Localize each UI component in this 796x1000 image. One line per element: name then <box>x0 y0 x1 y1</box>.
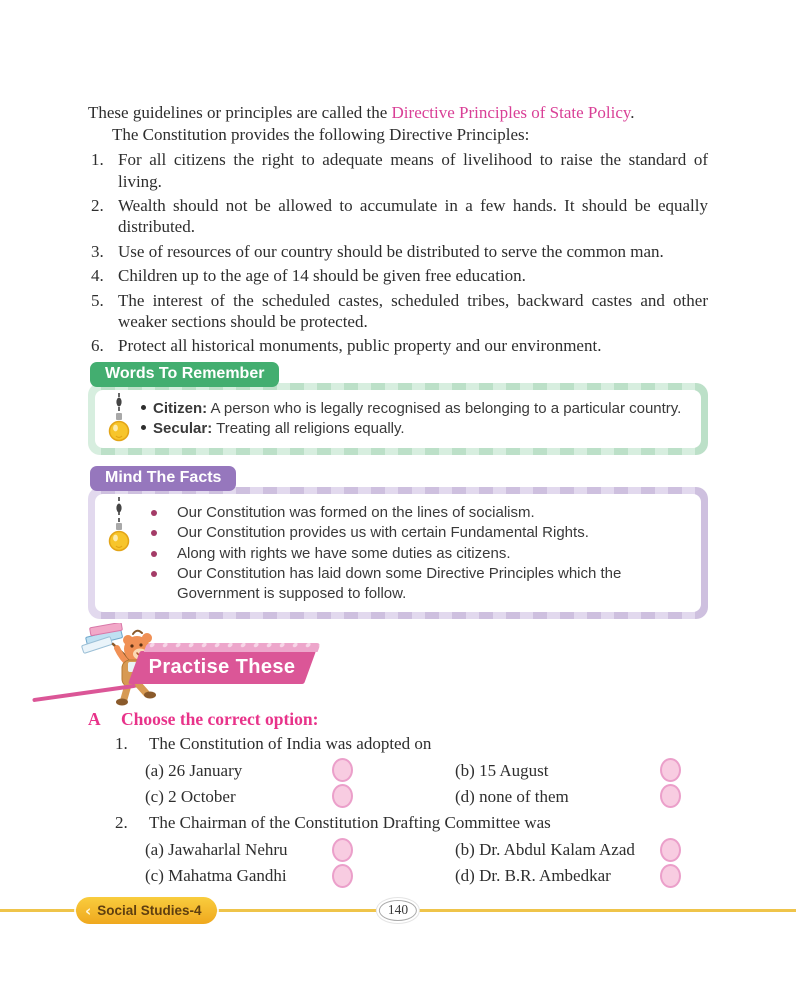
lightbulb-icon <box>108 393 130 451</box>
word-definition <box>141 419 689 439</box>
option-label: (b) Dr. Abdul Kalam Azad <box>455 840 635 860</box>
practise-these-banner <box>128 651 316 684</box>
facts-box-border <box>88 487 708 620</box>
spacer <box>359 770 455 771</box>
answer-bubble[interactable] <box>660 838 681 862</box>
answer-bubble[interactable] <box>332 784 353 808</box>
answer-bubble[interactable] <box>332 864 353 888</box>
item-number: 4. <box>91 266 104 286</box>
item-text: Children up to the age of 14 should be given free education. <box>118 266 526 286</box>
page-number-badge: 140 <box>379 900 417 921</box>
list-item <box>88 335 708 356</box>
book-title-button[interactable] <box>76 897 217 924</box>
option-label: (c) Mahatma Gandhi <box>145 866 287 886</box>
question-text-row <box>115 812 708 834</box>
question-text-row <box>115 733 708 755</box>
question-number: 1. <box>115 734 128 754</box>
intro-line2: The Constitution provides the following Directive Principles: <box>112 125 530 145</box>
item-text: Protect all historical monuments, public property and our environment. <box>118 336 602 356</box>
item-number: 3. <box>91 241 104 261</box>
fact-text: Our Constitution has laid down some Directive Principles which the Government is supposed to follow. <box>177 565 622 602</box>
question-number: 2. <box>115 813 128 833</box>
section-heading <box>88 709 708 730</box>
section-letter: A <box>88 709 101 730</box>
answer-bubble[interactable] <box>332 838 353 862</box>
option-label: (c) 2 October <box>145 786 236 806</box>
list-item <box>88 149 708 192</box>
book-title-label: Social Studies-4 <box>97 903 202 918</box>
fact-text: Along with rights we have some duties as citizens. <box>177 544 511 562</box>
bullet-dot <box>151 551 157 557</box>
words-to-remember-section <box>88 362 708 455</box>
fact-text: Our Constitution was formed on the lines of socialism. <box>177 503 535 521</box>
spacer <box>359 796 455 797</box>
page-content <box>88 102 708 891</box>
word-meaning: A person who is legally recognised as belonging to a particular country. <box>210 399 682 417</box>
answer-bubble[interactable] <box>660 864 681 888</box>
words-box-border <box>88 383 708 455</box>
item-number: 5. <box>91 290 104 310</box>
mind-the-facts-section <box>88 466 708 620</box>
fact-text: Our Constitution provides us with certain Fundamental Rights. <box>177 524 589 542</box>
item-text: For all citizens the right to adequate means of livelihood to raise the standard of living. <box>118 150 708 191</box>
word-meaning: Treating all religions equally. <box>216 420 405 438</box>
fact-item <box>141 503 689 523</box>
question-2 <box>88 812 708 888</box>
item-text: Wealth should not be allowed to accumulate in a few hands. It should be equally distributed. <box>118 196 708 237</box>
spacer <box>359 849 455 850</box>
bullet-dot <box>151 510 157 516</box>
fact-item <box>141 564 689 603</box>
practise-banner-block <box>88 621 708 707</box>
fact-item <box>141 523 689 543</box>
principles-list <box>88 149 708 357</box>
item-number: 2. <box>91 196 104 215</box>
section-title: Choose the correct option: <box>121 709 319 730</box>
list-item <box>88 290 708 333</box>
question-text: The Constitution of India was adopted on <box>149 734 432 754</box>
fact-item <box>141 544 689 564</box>
item-text: Use of resources of our country should be distributed to serve the common man. <box>118 241 664 261</box>
list-item <box>88 195 708 238</box>
intro-text: These guidelines or principles are called the <box>88 103 392 122</box>
option-label: (d) Dr. B.R. Ambedkar <box>455 866 611 886</box>
spacer <box>359 875 455 876</box>
word-term: Secular: <box>153 420 213 438</box>
question-text: The Chairman of the Constitution Drafting Committee was <box>149 813 551 833</box>
item-text: The interest of the scheduled castes, scheduled tribes, backward castes and other weaker sections should be protected. <box>118 290 708 332</box>
option-label: (d) none of them <box>455 786 569 806</box>
bullet-dot <box>141 405 146 410</box>
word-term: Citizen: <box>153 399 208 417</box>
item-number: 6. <box>91 336 104 356</box>
answer-bubble[interactable] <box>332 758 353 782</box>
intro-highlight: Directive Principles of State Policy <box>391 103 631 122</box>
list-item <box>88 241 708 262</box>
bullet-dot <box>151 530 157 536</box>
bullet-dot <box>151 571 157 577</box>
answer-bubble[interactable] <box>660 758 681 782</box>
words-to-remember-badge: Words To Remember <box>90 362 279 387</box>
option-label: (a) Jawaharlal Nehru <box>145 840 288 860</box>
item-number: 1. <box>91 150 104 170</box>
option-label: (b) 15 August <box>455 760 549 780</box>
options-grid <box>145 757 708 809</box>
intro-period: . <box>630 103 635 122</box>
banner-label: Practise These <box>148 656 296 679</box>
answer-bubble[interactable] <box>660 784 681 808</box>
word-definition <box>141 399 689 419</box>
intro-paragraph <box>88 102 708 124</box>
chevron-left-icon: ‹ <box>85 901 92 920</box>
mind-the-facts-badge: Mind The Facts <box>90 466 236 491</box>
question-1 <box>88 733 708 809</box>
options-grid <box>145 837 708 889</box>
lightbulb-icon <box>108 497 130 563</box>
bullet-dot <box>141 425 146 430</box>
list-item <box>88 265 708 286</box>
words-box <box>95 390 701 448</box>
option-label: (a) 26 January <box>145 760 243 780</box>
facts-box <box>95 494 701 613</box>
